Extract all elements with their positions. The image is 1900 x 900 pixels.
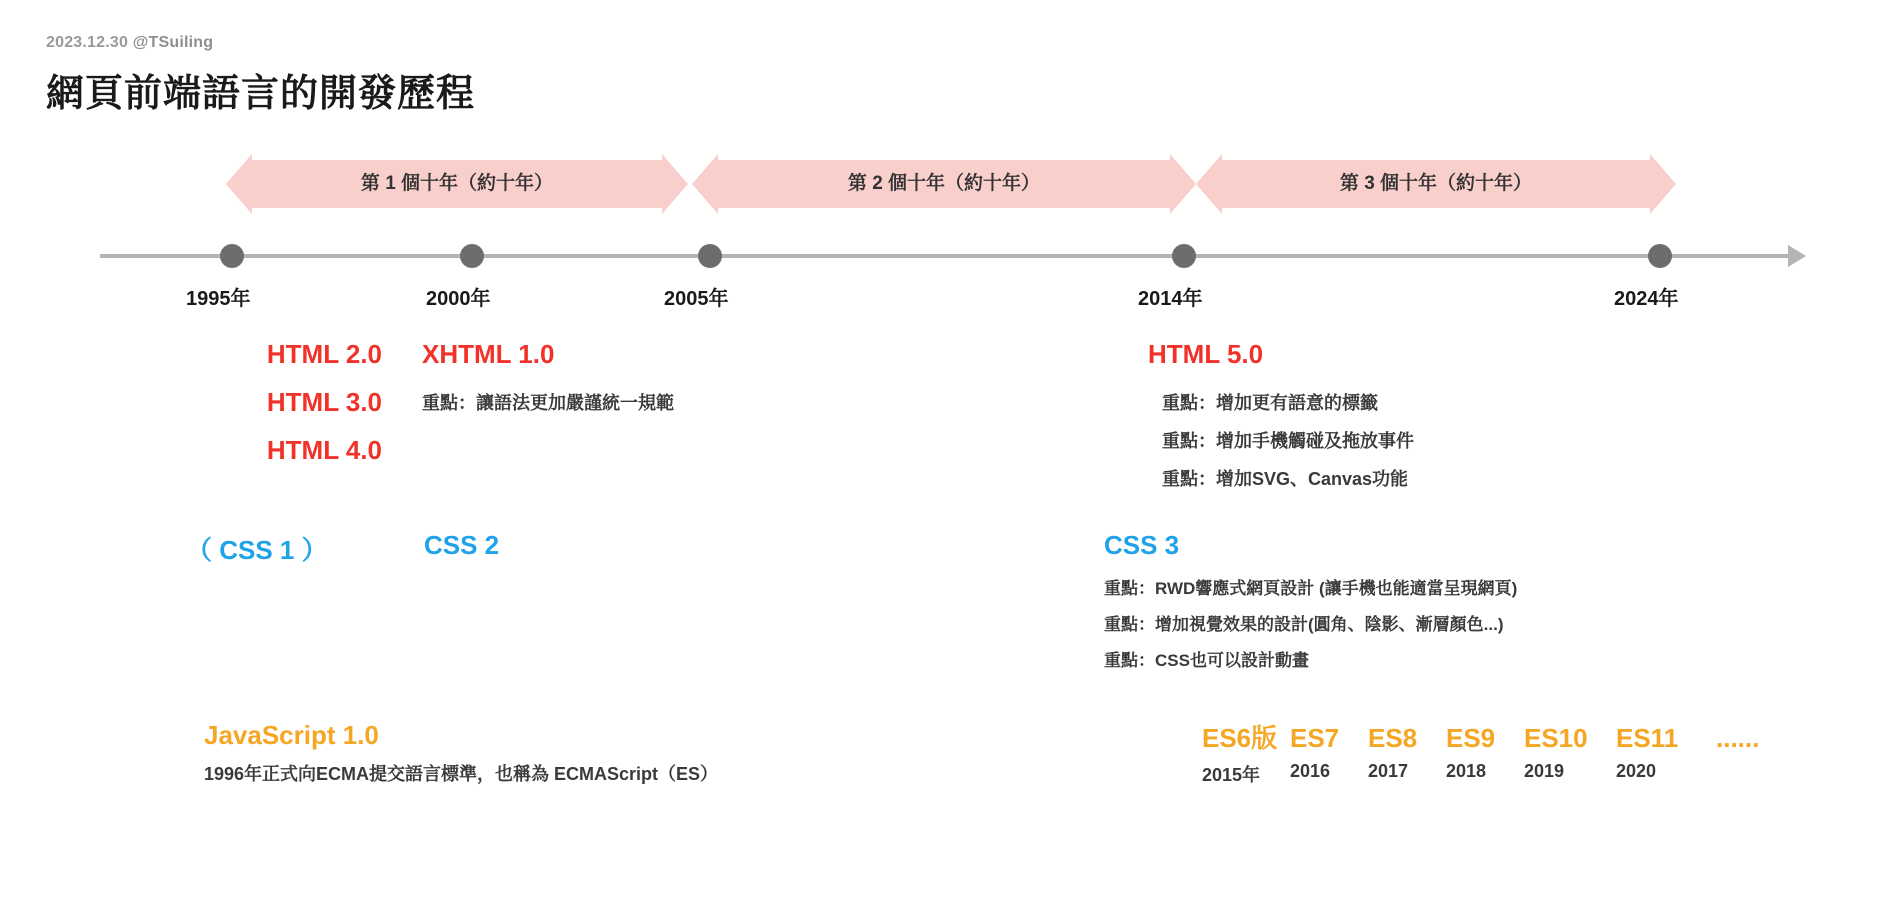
decade-bar-2: [718, 160, 1170, 208]
page-header: [46, 34, 475, 117]
es-version-es11: ES11: [1616, 723, 1679, 753]
ecmascript-year-row: [1202, 761, 1806, 787]
decade-bar-2-left-arrow-icon: [692, 154, 718, 214]
timeline-node-2005: [698, 244, 722, 268]
css-1-label: （ CSS 1 ）: [186, 535, 328, 565]
css-1-label-wrap: [186, 530, 328, 567]
timeline-year-2024: 2024年: [1614, 288, 1679, 310]
decade-bar-3-left-arrow-icon: [1196, 154, 1222, 214]
es-year-2020: 2020: [1616, 761, 1657, 781]
html-4-label: HTML 4.0: [266, 435, 382, 465]
timeline-year-2014: 2014年: [1138, 288, 1203, 310]
es-year-2016: 2016: [1290, 761, 1331, 781]
html-group-2000: [422, 330, 674, 422]
es-version-es6: ES6版: [1202, 723, 1278, 753]
xhtml-1-note: 重點：讓語法更加嚴謹統一規範: [422, 393, 674, 413]
ecmascript-version-row: [1202, 718, 1806, 755]
timeline-node-2024: [1648, 244, 1672, 268]
html-5-note-3: 重點：增加SVG、Canvas功能: [1162, 469, 1409, 489]
byline: [46, 34, 475, 52]
es-year-2018: 2018: [1446, 761, 1487, 781]
javascript-group: [204, 720, 718, 793]
es-version-es8: ES8: [1368, 723, 1418, 753]
es-year-2015: 2015年: [1202, 765, 1261, 785]
css-3-note-2: 重點：增加視覺效果的設計(圓角、陰影、漸層顏色...): [1104, 615, 1504, 634]
es-version-es9: ES9: [1446, 723, 1496, 753]
css-3-note-3: 重點：CSS也可以設計動畫: [1104, 651, 1309, 670]
timeline-year-1995: 1995年: [186, 288, 251, 310]
es-version-es10: ES10: [1524, 723, 1588, 753]
html-group-1995: [172, 330, 382, 474]
timeline-node-2014: [1172, 244, 1196, 268]
html-5-label: HTML 5.0: [1148, 339, 1264, 369]
es-year-2017: 2017: [1368, 761, 1409, 781]
es-year-2019: 2019: [1524, 761, 1565, 781]
ecmascript-group: [1202, 718, 1806, 787]
css-3-label: CSS 3: [1104, 530, 1180, 560]
decade-bar-1: [252, 160, 662, 208]
html-group-2014: [1148, 330, 1414, 498]
es-version-es7: ES7: [1290, 723, 1340, 753]
byline-handle: @TSuiling: [132, 34, 214, 51]
decade-bar-1-right-arrow-icon: [662, 154, 688, 214]
decade-bar-2-right-arrow-icon: [1170, 154, 1196, 214]
html-2-label: HTML 2.0: [266, 339, 382, 369]
html-5-note-2: 重點：增加手機觸碰及拖放事件: [1162, 431, 1414, 451]
html-3-label: HTML 3.0: [266, 387, 382, 417]
timeline-axis: [100, 254, 1790, 258]
decade-bar-3-right-arrow-icon: [1650, 154, 1676, 214]
html-5-note-1: 重點：增加更有語意的標籤: [1162, 393, 1378, 413]
byline-date: 2023.12.30: [46, 34, 129, 51]
decade-bar-3: [1222, 160, 1650, 208]
css-2-label: CSS 2: [424, 530, 500, 560]
timeline-year-2000: 2000年: [426, 288, 491, 310]
javascript-1-note: 1996年正式向ECMA提交語言標準，也稱為 ECMAScript（ES）: [204, 764, 719, 784]
decade-bar-1-label: 第 1 個十年（約十年）: [360, 173, 554, 194]
css-2-label-wrap: [424, 530, 499, 561]
timeline-node-1995: [220, 244, 244, 268]
css-3-group: [1104, 530, 1517, 679]
javascript-1-label: JavaScript 1.0: [204, 720, 379, 750]
css-3-note-1: 重點：RWD響應式網頁設計 (讓手機也能適當呈現網頁): [1104, 579, 1518, 598]
es-version-more: ......: [1716, 723, 1760, 753]
timeline-axis-arrow-icon: [1788, 245, 1806, 267]
decade-bar-2-label: 第 2 個十年（約十年）: [847, 173, 1041, 194]
timeline-year-2005: 2005年: [664, 288, 729, 310]
timeline-node-2000: [460, 244, 484, 268]
decade-bar-1-left-arrow-icon: [226, 154, 252, 214]
page-title: 網頁前端語言的開發歷程: [46, 73, 476, 115]
xhtml-1-label: XHTML 1.0: [422, 339, 555, 369]
decade-bar-3-label: 第 3 個十年（約十年）: [1339, 173, 1533, 194]
